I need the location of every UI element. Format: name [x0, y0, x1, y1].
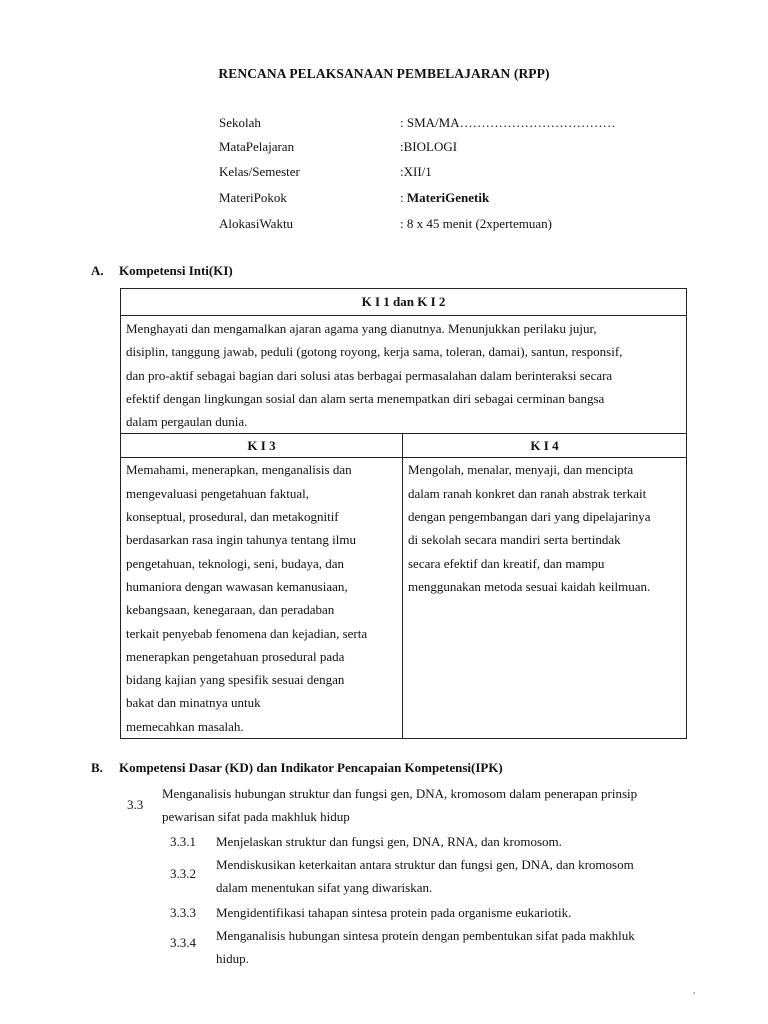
ki3-line: humaniora dengan wawasan kemanusiaan,	[126, 578, 348, 594]
ki3-line: pengetahuan, teknologi, seni, budaya, dan	[126, 555, 345, 571]
indicator-line: Menjelaskan struktur dan fungsi gen, DNA, RNA, dan kromosom.	[216, 834, 562, 849]
indicator-line: Menganalisis hubungan sintesa protein dengan pembentukan sifat pada makhluk	[216, 928, 635, 943]
indicator-line: Mengidentifikasi tahapan sintesa protein pada organisme eukariotik.	[216, 905, 572, 920]
section-a-title: Kompetensi Inti(KI)	[119, 263, 233, 278]
ki12-line: Menghayati dan mengamalkan ajaran agama yang dianutnya. Menunjukkan perilaku jujur,	[126, 321, 597, 336]
ki12-line: dan pro-aktif sebagai bagian dari solusi atas berbagai permasalahan dalam berinteraksi secara	[126, 367, 613, 383]
ki3-line: mengevaluasi pengetahuan faktual,	[126, 485, 310, 501]
indicator-text	[216, 924, 635, 970]
ki12-header: K I 1 dan K I 2	[121, 289, 687, 316]
ki4-cell	[403, 458, 687, 739]
indicator-number: 3.3.4	[170, 935, 196, 950]
ki3-line: terkait penyebab fenomena dan kejadian, serta	[126, 625, 368, 641]
ki3-line: konseptual, prosedural, dan metakognitif	[126, 509, 339, 525]
ki12-line: efektif dengan lingkungan sosial dan alam serta menempatkan diri sebagai cerminan bangsa	[126, 390, 605, 406]
section-a-letter: A.	[91, 263, 104, 278]
indicator-text	[216, 830, 562, 853]
info-label-time: AlokasiWaktu	[219, 216, 294, 231]
indicator-line: dalam menentukan sifat yang diwariskan.	[216, 880, 433, 895]
ki3-line: menerapkan pengetahuan prosedural pada	[126, 648, 345, 664]
kd-number: 3.3	[127, 797, 144, 812]
kd-line: Menganalisis hubungan struktur dan fungsi gen, DNA, kromosom dalam penerapan prinsip	[162, 786, 638, 801]
ki4-line: Mengolah, menalar, menyaji, dan mencipta	[408, 462, 634, 478]
ki3-line: memecahkan masalah.	[126, 718, 244, 734]
ki-table	[120, 288, 687, 739]
kd-line: pewarisan sifat pada makhluk hidup	[162, 809, 350, 824]
info-value-topic-bold: MateriGenetik	[406, 190, 490, 205]
indicator-text	[216, 901, 571, 924]
ki3-line: kebangsaan, kenegaraan, dan peradaban	[126, 602, 335, 618]
info-label-school: Sekolah	[219, 115, 261, 130]
indicator-number: 3.3.3	[170, 905, 196, 920]
ki4-text	[408, 458, 682, 598]
ki4-line: dengan pengembangan dari yang dipelajarinya	[408, 509, 651, 525]
ki4-line: menggunakan metoda sesuai kaidah keilmuan.	[408, 578, 651, 594]
info-label-subject: MataPelajaran	[219, 139, 295, 154]
ki4-line: dalam ranah konkret dan ranah abstrak terkait	[408, 485, 647, 501]
ki12-text	[126, 316, 682, 433]
ki3-line: bidang kajian yang spesifik sesuai dengan	[126, 672, 345, 688]
info-value-topic	[400, 190, 489, 206]
info-label-class: Kelas/Semester	[219, 164, 300, 179]
info-value-time: : 8 x 45 menit (2xpertemuan)	[400, 216, 552, 231]
ki3-line: bakat dan minatnya untuk	[126, 695, 261, 711]
ki3-line: Memahami, menerapkan, menganalisis dan	[126, 462, 352, 478]
indicator-line: Mendiskusikan keterkaitan antara struktur dan fungsi gen, DNA, dan kromosom	[216, 857, 634, 872]
section-b-letter: B.	[91, 760, 103, 775]
ki3-cell	[121, 458, 403, 739]
ki12-line: dalam pergaulan dunia.	[126, 414, 248, 430]
ki3-header: K I 3	[121, 434, 403, 458]
info-value-topic-colon: :	[400, 190, 407, 205]
ki3-text	[126, 458, 398, 738]
indicator-line: hidup.	[216, 951, 249, 966]
ki4-header: K I 4	[403, 434, 687, 458]
ki4-line: secara efektif dan kreatif, dan mampu	[408, 555, 605, 571]
info-label-topic: MateriPokok	[219, 190, 287, 205]
ki3-line: berdasarkan rasa ingin tahunya tentang ilmu	[126, 532, 356, 548]
ki12-line: disiplin, tanggung jawab, peduli (gotong royong, kerja sama, toleran, damai), santun, responsif,	[126, 344, 623, 360]
info-value-school: : SMA/MA………………………………	[400, 115, 616, 130]
section-b-title: Kompetensi Dasar (KD) dan Indikator Pencapaian Kompetensi(IPK)	[119, 760, 503, 775]
kd-text	[162, 782, 637, 828]
ki4-line: di sekolah secara mandiri serta bertindak	[408, 532, 621, 548]
indicator-text	[216, 853, 634, 899]
info-value-subject: :BIOLOGI	[400, 139, 458, 154]
ki12-cell	[121, 316, 687, 434]
page-mark: ,	[693, 985, 696, 995]
info-value-class: :XII/1	[400, 164, 432, 179]
indicator-number: 3.3.2	[170, 866, 196, 881]
indicator-number: 3.3.1	[170, 834, 196, 849]
document-title: RENCANA PELAKSANAAN PEMBELAJARAN (RPP)	[218, 66, 550, 81]
